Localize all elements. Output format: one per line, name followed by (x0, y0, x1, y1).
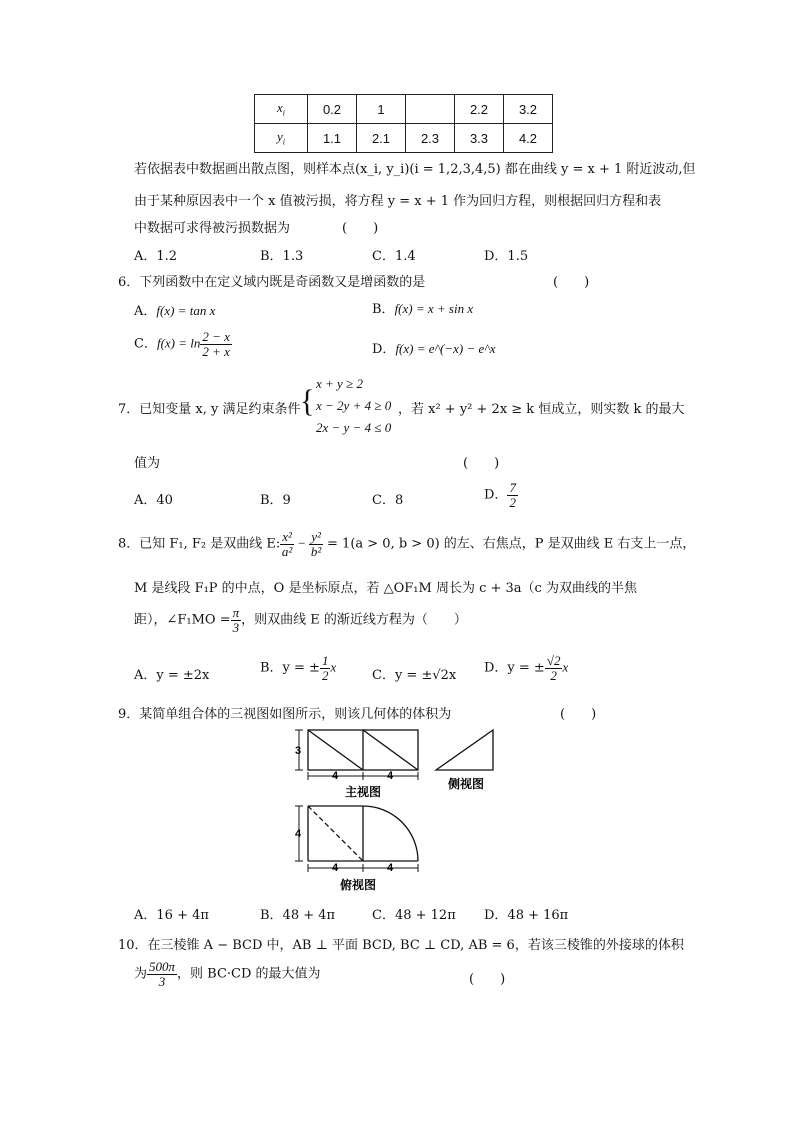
table-cell: 3.3 (455, 124, 504, 153)
q7-answer-paren: ( ) (463, 456, 500, 471)
table-cell: 2.3 (406, 124, 455, 153)
q8-option-d: D．y = ± $\frac{√2}{2}$ x (484, 653, 569, 683)
q9-stem: 9．某简单组合体的三视图如图所示，则该几何体的体积为 (118, 707, 452, 722)
q7-cond2: x − 2y + 4 ≥ 0 (316, 398, 392, 413)
q10-line2: 为 $\frac{500\pi}{3}$ ，则 BC·CD 的最大值为 (134, 959, 321, 989)
q5-line1: 若依据表中数据画出散点图，则样本点(x_i, y_i)(i = 1,2,3,4,5) 都在曲线 y = x + 1 附近波动,但 (134, 162, 696, 177)
table-head-x: $x_i$ (255, 95, 308, 124)
q9-option-a: A．16 + 4π (134, 908, 209, 923)
three-view-figure (290, 724, 510, 894)
q8-line2: M 是线段 F₁P 的中点，O 是坐标原点，若 △OF₁M 周长为 c + 3a（c 为双曲线的半焦 (134, 581, 637, 596)
table-cell-blank (406, 95, 455, 124)
table-cell: 4.2 (504, 124, 553, 153)
dim-4-label: 4 (332, 862, 339, 874)
q5-answer-paren: ( ) (342, 221, 379, 236)
q7-stem-a: 7．已知变量 x, y 满足约束条件 (118, 402, 301, 417)
data-table (254, 94, 553, 153)
q10-line1: 10．在三棱锥 A − BCD 中，AB ⊥ 平面 BCD, BC ⊥ CD, AB = 6，若该三棱锥的外接球的体积 (118, 938, 684, 953)
table-cell: 2.1 (357, 124, 406, 153)
q6-option-b: B．f(x) = x + sin x (372, 301, 474, 317)
q7-line2: 值为 (134, 456, 161, 471)
q7-brace: { (300, 384, 315, 419)
table-row-y (255, 124, 553, 153)
dim-4-label: 4 (332, 770, 339, 782)
q8-option-c: C．y = ±√2x (372, 668, 457, 683)
top-view (295, 806, 418, 872)
dim-4-label: 4 (387, 770, 394, 782)
table-cell: 1 (357, 95, 406, 124)
q7-option-d: D． $\frac{7}{2}$ (484, 480, 516, 510)
table-head-y: $y_i$ (255, 124, 308, 153)
table-cell: 1.1 (308, 124, 357, 153)
q9-option-d: D．48 + 16π (484, 908, 569, 923)
dim-3-label: 3 (295, 745, 302, 757)
q5-option-c: C．1.4 (372, 249, 416, 264)
front-view (295, 730, 418, 780)
q8-line3: 距），∠F₁MO = $\frac{\pi}{3}$ ，则双曲线 E 的渐近线方程为（ ） (134, 605, 467, 635)
top-view-label: 俯视图 (340, 878, 377, 892)
dim-4-label: 4 (387, 862, 394, 874)
q8-line1: 8．已知 F₁, F₂ 是双曲线 E: $\frac{\text{x²}}{\text{a²}}$ − $\frac{\text{y²}}{\text{b²}}$ = 1(a > 0, b > 0) 的左、右焦点，P 是双曲线 E 右支上一点， (118, 529, 696, 559)
q8-option-a: A．y = ±2x (134, 668, 210, 683)
q8-option-b: B．y = ± $\frac{1}{2}$ x (260, 653, 337, 683)
q7-option-a: A．40 (134, 493, 173, 508)
q7-cond1: x + y ≥ 2 (316, 376, 363, 391)
q6-answer-paren: ( ) (553, 275, 590, 290)
q6-option-a: A．f(x) = tan x (134, 303, 216, 319)
q6-option-d: D．f(x) = e^(−x) − e^x (372, 341, 496, 357)
q5-line2: 由于某种原因表中一个 x 值被污损，将方程 y = x + 1 作为回归方程，则根据回归方程和表 (134, 194, 662, 209)
table-cell: 0.2 (308, 95, 357, 124)
q7-cond3: 2x − y − 4 ≤ 0 (316, 420, 392, 435)
q7-option-c: C．8 (372, 493, 404, 508)
side-view (436, 730, 493, 770)
q10-answer-paren: ( ) (469, 972, 506, 987)
q7-option-b: B．9 (260, 493, 291, 508)
q9-option-c: C．48 + 12π (372, 908, 456, 923)
q6-option-c: C．f(x) = ln $\frac{2 - x}{2 + x}$ (134, 329, 230, 359)
q9-answer-paren: ( ) (560, 707, 597, 722)
q9-option-b: B．48 + 4π (260, 908, 336, 923)
q7-stem-b: ，若 x² + y² + 2x ≥ k 恒成立，则实数 k 的最大 (398, 402, 685, 417)
q5-option-d: D．1.5 (484, 249, 529, 264)
q5-option-a: A．1.2 (134, 249, 178, 264)
q5-option-b: B．1.3 (260, 249, 304, 264)
table-row-x (255, 95, 553, 124)
front-view-label: 主视图 (345, 785, 382, 799)
table-cell: 3.2 (504, 95, 553, 124)
q5-line3: 中数据可求得被污损数据为 (134, 221, 291, 236)
dim-4-label: 4 (295, 828, 302, 840)
q6-stem: 6．下列函数中在定义域内既是奇函数又是增函数的是 (118, 275, 426, 290)
table-cell: 2.2 (455, 95, 504, 124)
side-view-label: 侧视图 (448, 777, 485, 791)
